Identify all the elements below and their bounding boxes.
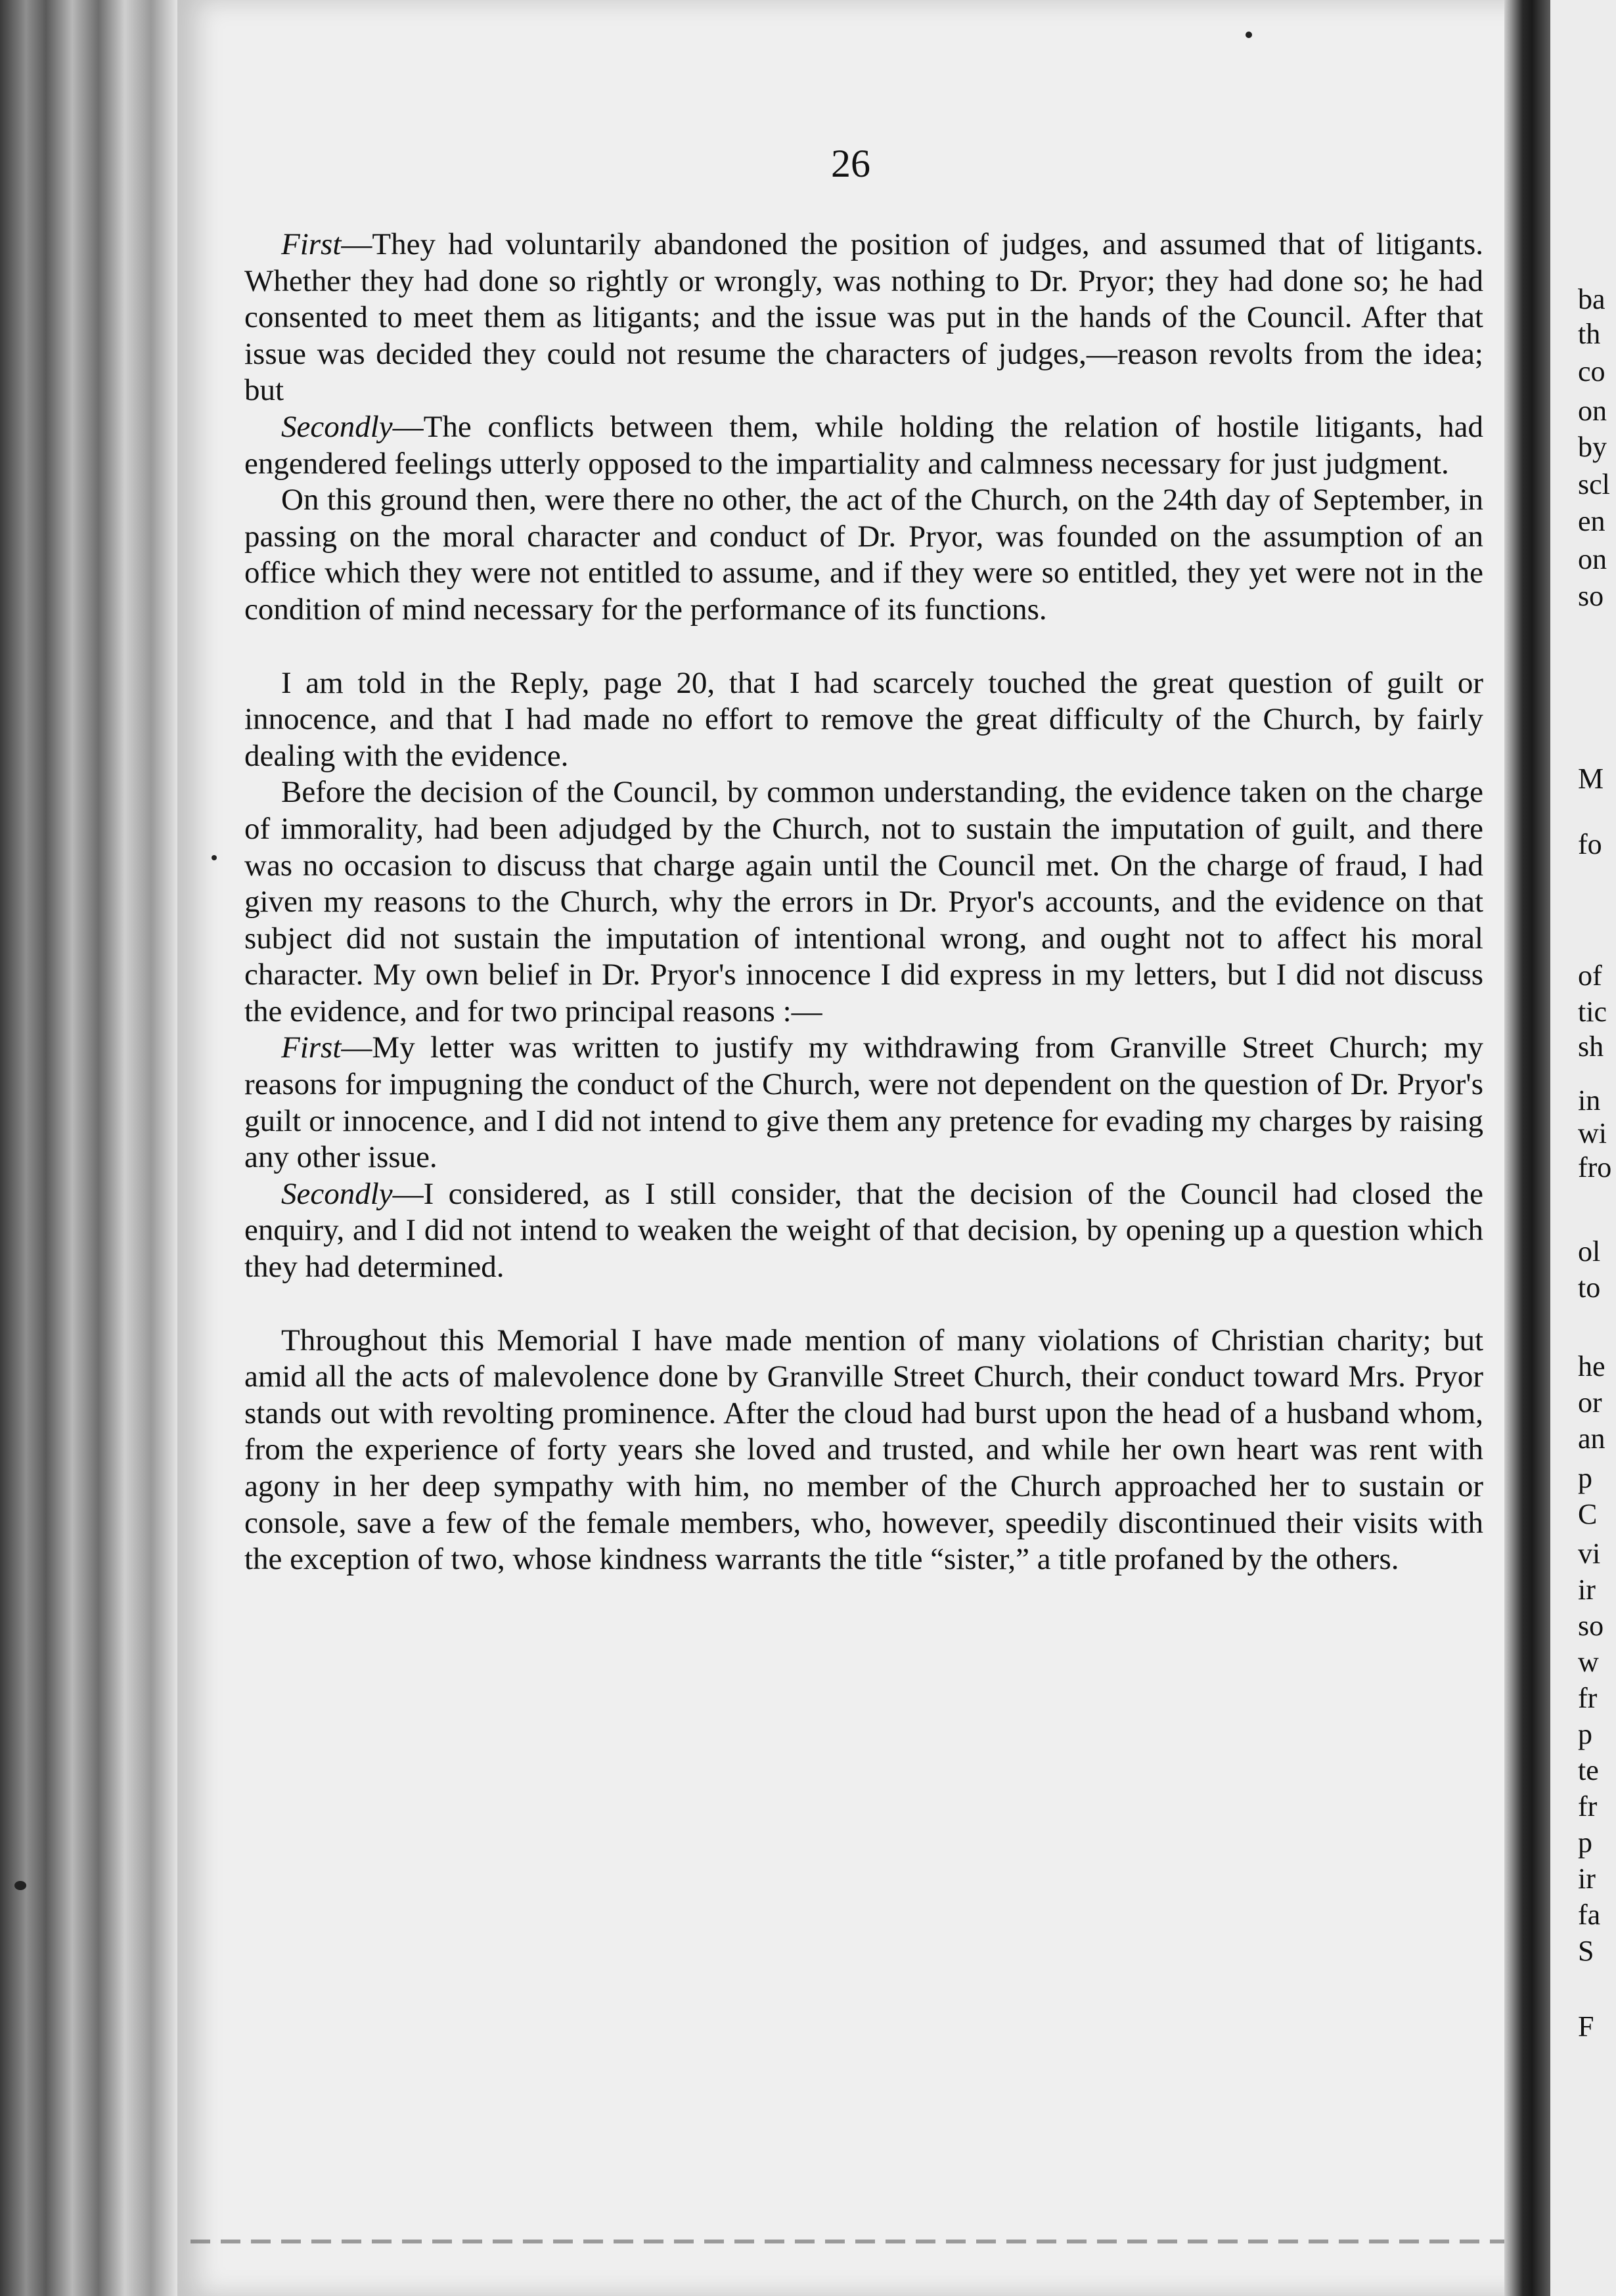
facing-page-fragment: S bbox=[1578, 1935, 1594, 1967]
paragraph-lead: First bbox=[281, 1030, 342, 1065]
paragraph-lead: Secondly bbox=[281, 1176, 393, 1211]
page-fold-shadow bbox=[1504, 0, 1550, 2296]
facing-page-fragment: of bbox=[1578, 960, 1602, 992]
facing-page-fragment: ir bbox=[1578, 1863, 1596, 1895]
facing-page-fragment: p bbox=[1578, 1826, 1592, 1859]
facing-page-fragment: ba bbox=[1578, 283, 1605, 315]
paragraph-3 bbox=[244, 482, 1483, 628]
paragraph-7 bbox=[244, 1176, 1483, 1286]
facing-page-fragment: M bbox=[1578, 762, 1604, 795]
facing-page-fragment: tic bbox=[1578, 996, 1607, 1028]
page-bottom-edge bbox=[191, 2240, 1504, 2243]
facing-page-fragment: th bbox=[1578, 318, 1601, 350]
facing-page-fragment: on bbox=[1578, 395, 1607, 427]
facing-page-fragment: vi bbox=[1578, 1537, 1601, 1570]
facing-page-fragment: so bbox=[1578, 1610, 1604, 1642]
facing-page-fragment: ol bbox=[1578, 1235, 1601, 1268]
paragraph-8 bbox=[244, 1323, 1483, 1578]
ink-speck bbox=[14, 1881, 26, 1890]
facing-page-edge bbox=[1550, 0, 1616, 2296]
facing-page-fragment: or bbox=[1578, 1386, 1602, 1419]
ink-speck bbox=[212, 855, 217, 860]
facing-page-fragment: F bbox=[1578, 2010, 1594, 2042]
facing-page-fragment: te bbox=[1578, 1754, 1599, 1786]
paragraph-text: On this ground then, were there no other, the act of the Church, on the 24th day of September, in passing on the moral character and conduct of Dr. Pryor, was founded on the assumption of an office which they were not entitled to assume, and if they were so entitled, they yet were not in the condition of mind necessary for the performance of its functions. bbox=[244, 483, 1483, 627]
facing-page-fragment: an bbox=[1578, 1423, 1605, 1455]
paragraph-1 bbox=[244, 227, 1483, 409]
facing-page-fragment: fo bbox=[1578, 828, 1602, 860]
body-text bbox=[244, 227, 1483, 1578]
paragraph-text: —The conflicts between them, while holding the relation of hostile litigants, had engendered feelings utterly opposed to the impartiality and calmness necessary for just judgment. bbox=[244, 409, 1483, 481]
facing-page-fragment: so bbox=[1578, 580, 1604, 612]
facing-page-fragment: fr bbox=[1578, 1682, 1598, 1714]
facing-page-fragment: wi bbox=[1578, 1117, 1607, 1149]
facing-page-fragment: p bbox=[1578, 1462, 1592, 1494]
facing-page-fragment: to bbox=[1578, 1271, 1601, 1304]
paragraph-text: I am told in the Reply, page 20, that I had scarcely touched the great question of guilt or innocence, and that I had made no effort to remove the great difficulty of the Church, by fairly dealing with the evidence. bbox=[244, 665, 1483, 773]
facing-page-fragment: in bbox=[1578, 1084, 1601, 1116]
facing-page-fragment: he bbox=[1578, 1350, 1605, 1382]
paragraph-5 bbox=[244, 774, 1483, 1030]
paragraph-2 bbox=[244, 409, 1483, 482]
facing-page-fragment: fro bbox=[1578, 1151, 1612, 1183]
facing-page-fragment: ir bbox=[1578, 1574, 1596, 1606]
book-spine bbox=[0, 0, 191, 2296]
facing-page-fragment: co bbox=[1578, 355, 1605, 387]
facing-page-fragment: sh bbox=[1578, 1030, 1604, 1063]
facing-page-fragment: on bbox=[1578, 543, 1607, 575]
facing-page-fragment: p bbox=[1578, 1718, 1592, 1750]
page-number: 26 bbox=[831, 142, 870, 185]
paragraph-text: Before the decision of the Council, by common understanding, the evidence taken on the charge of immorality, had been adjudged by the Church, not to sustain the imputation of guilt, and there was no occasion to discuss that charge again until the Council met. On the charge of fraud, I had given my reasons to the Church, why the errors in Dr. Pryor's accounts, and the evidence on that subject did not sustain the imputation of intentional wrong, and ought not to affect his moral character. My own belief in Dr. Pryor's innocence I did express in my letters, but I did not discuss the evidence, and for two principal reasons :— bbox=[244, 775, 1483, 1028]
paragraph-text: Throughout this Memorial I have made mention of many violations of Christian charity; but amid all the acts of malevolence done by Granville Street Church, their conduct toward Mrs. Pryor stands out with revolting prominence. After the cloud had burst upon the head of a husband whom, from the experience of forty years she loved and trusted, and while her own heart was rent with agony in her deep sympathy with him, no member of the Church approached her to sustain or console, save a few of the female members, who, however, speedily discontinued their visits with the exception of two, whose kindness warrants the title “sister,” a title profaned by the others. bbox=[244, 1323, 1483, 1577]
facing-page-fragment: en bbox=[1578, 505, 1605, 537]
ink-speck bbox=[1246, 32, 1252, 38]
facing-page-fragment: fr bbox=[1578, 1790, 1598, 1822]
paragraph-4 bbox=[244, 665, 1483, 775]
paragraph-text: —My letter was written to justify my withdrawing from Granville Street Church; my reasons for impugning the conduct of the Church, were not dependent on the question of Dr. Pryor's guilt or innocence, and I did not intend to give them any pretence for evading my charges by raising any other issue. bbox=[244, 1030, 1483, 1175]
facing-page-fragment: by bbox=[1578, 431, 1607, 463]
paragraph-text: —They had voluntarily abandoned the position of judges, and assumed that of litigants. Whether they had done so rightly or wrongly, was nothing to Dr. Pryor; they had done so; he had consented to meet them as litigants; and the issue was put in the hands of the Council. After that issue was decided they could not resume the characters of judges,—reason revolts from the idea; but bbox=[244, 227, 1483, 408]
paragraph-text: —I considered, as I still consider, that the decision of the Council had closed the enquiry, and I did not intend to weaken the weight of that decision, by opening up a question which they had determined. bbox=[244, 1176, 1483, 1285]
paragraph-6 bbox=[244, 1030, 1483, 1176]
facing-page-fragment: scl bbox=[1578, 468, 1610, 500]
facing-page-fragment: C bbox=[1578, 1498, 1598, 1530]
facing-page-fragment: w bbox=[1578, 1646, 1599, 1678]
facing-page-fragment: fa bbox=[1578, 1899, 1601, 1931]
paragraph-lead: Secondly bbox=[281, 409, 393, 444]
paragraph-lead: First bbox=[281, 227, 342, 261]
